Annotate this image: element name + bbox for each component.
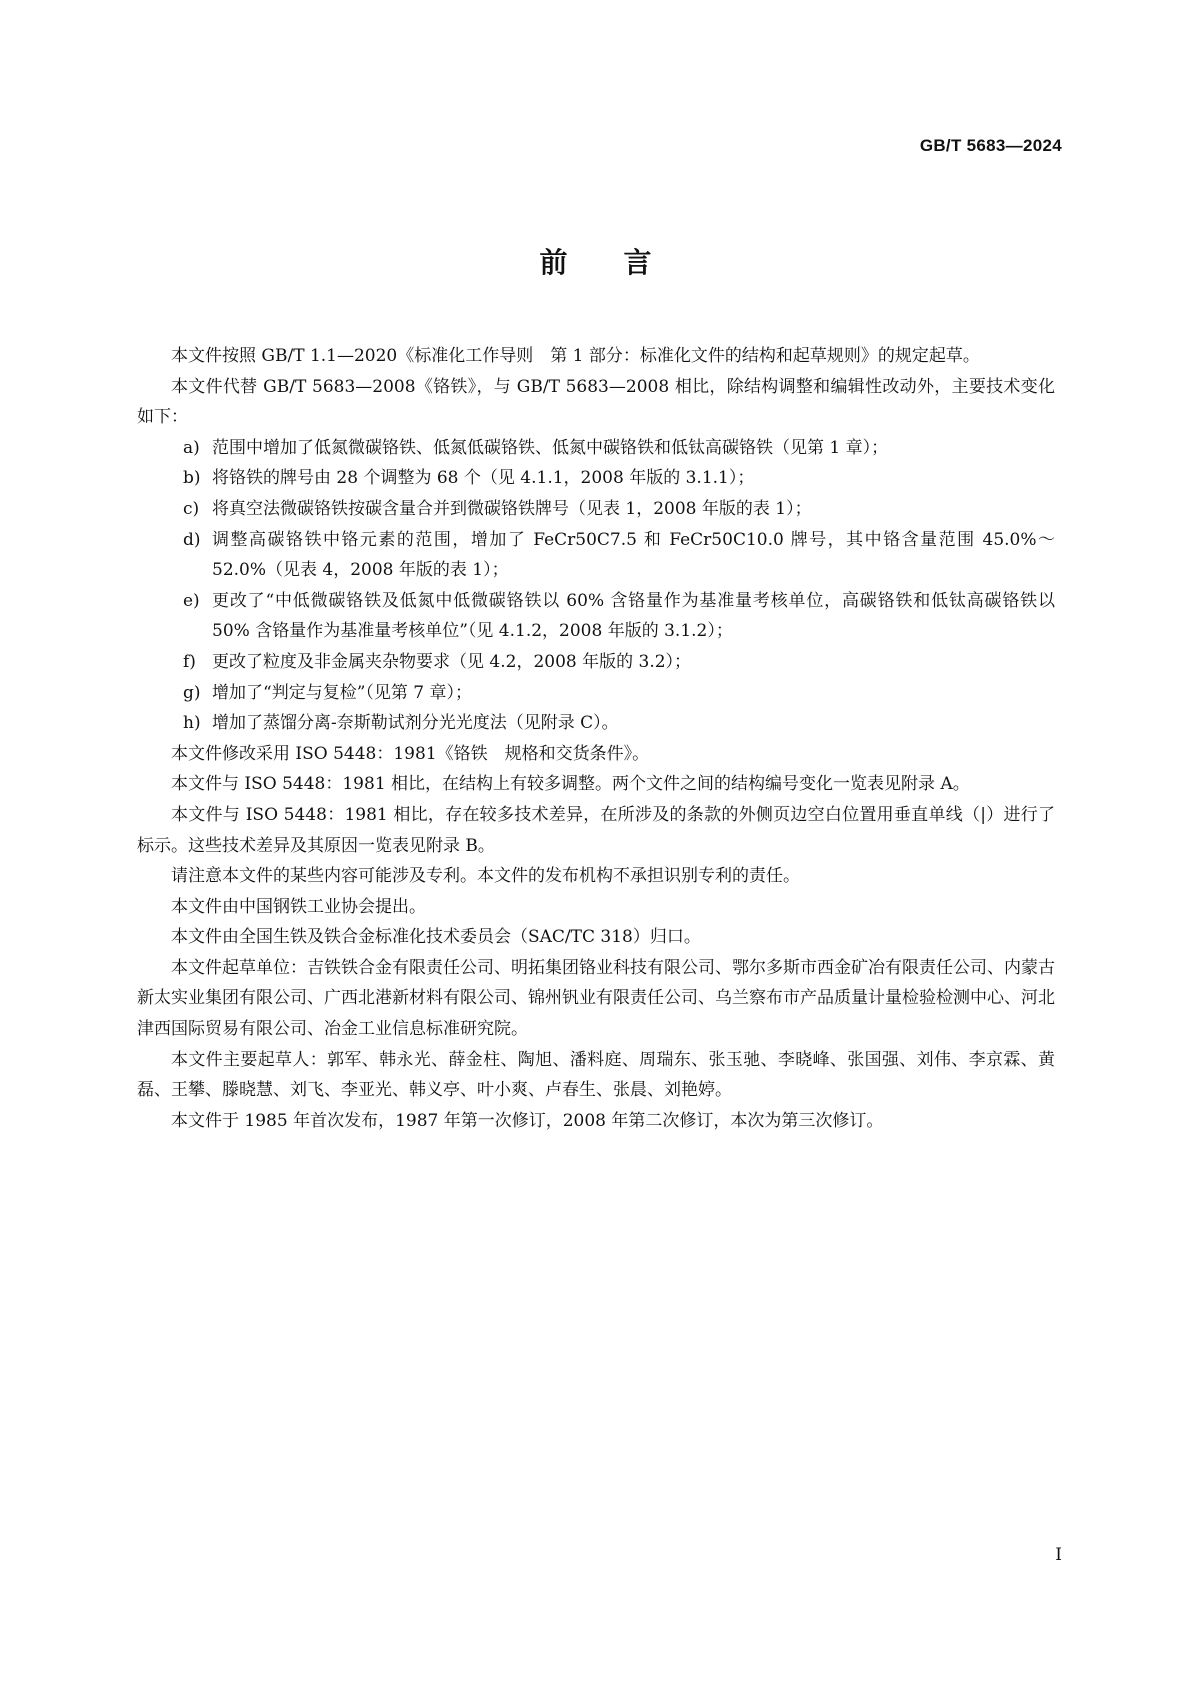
list-item-text: 将铬铁的牌号由 28 个调整为 68 个（见 4.1.1，2008 年版的 3.1.1）；	[212, 468, 755, 489]
change-item-d	[137, 525, 1055, 586]
paragraph-technical-differences: 本文件与 ISO 5448：1981 相比，存在较多技术差异，在所涉及的条款的外侧页边空白位置用垂直单线（|）进行了标示。这些技术差异及其原因一览表见附录 B。	[137, 804, 1055, 856]
list-marker: c)	[183, 498, 200, 519]
list-item-text: 更改了“中低微碳铬铁及低氮中低微碳铬铁以 60% 含铬量作为基准量考核单位，高碳铬铁和低钛高碳铬铁以 50% 含铬量作为基准量考核单位”（见 4.1.2，2008 年版的 3.1.2）；	[212, 590, 1055, 642]
paragraph-under-jurisdiction: 本文件由全国生铁及铁合金标准化技术委员会（SAC/TC 318）归口。	[171, 927, 701, 948]
change-item-a	[137, 433, 1055, 464]
change-item-e	[137, 586, 1055, 647]
list-marker: h)	[183, 713, 201, 734]
paragraph-drafting-basis: 本文件按照 GB/T 1.1—2020《标准化工作导则 第 1 部分：标准化文件的结构和起草规则》的规定起草。	[171, 346, 980, 366]
list-item-text: 将真空法微碳铬铁按碳含量合并到微碳铬铁牌号（见表 1，2008 年版的表 1）；	[212, 498, 812, 519]
change-item-b	[137, 463, 1055, 494]
paragraph-replacement-note: 本文件代替 GB/T 5683—2008《铬铁》，与 GB/T 5683—2008 相比，除结构调整和编辑性改动外，主要技术变化如下：	[137, 376, 1055, 428]
paragraph-revision-history: 本文件于 1985 年首次发布，1987 年第一次修订，2008 年第二次修订，本次为第三次修订。	[171, 1110, 884, 1131]
change-item-f	[137, 647, 1055, 678]
page-title: 前言	[539, 246, 708, 279]
change-item-g	[137, 678, 1055, 709]
list-item-text: 范围中增加了低氮微碳铬铁、低氮低碳铬铁、低氮中碳铬铁和低钛高碳铬铁（见第 1 章）；	[212, 437, 889, 458]
change-item-h	[137, 708, 1055, 739]
list-marker: a)	[183, 437, 200, 458]
change-item-c	[137, 494, 1055, 525]
list-item-text: 增加了“判定与复检”（见第 7 章）；	[212, 682, 473, 703]
paragraph-drafters: 本文件主要起草人：郭军、韩永光、薛金柱、陶旭、潘料庭、周瑞东、张玉驰、李晓峰、张国强、刘伟、李京霖、黄磊、王攀、滕晓慧、刘飞、李亚光、韩义亭、叶小爽、卢春生、张晨、刘艳婷。	[137, 1049, 1055, 1101]
paragraph-patent-notice: 请注意本文件的某些内容可能涉及专利。本文件的发布机构不承担识别专利的责任。	[171, 866, 800, 887]
document-body	[137, 341, 1055, 1136]
page-number: I	[1055, 1545, 1062, 1565]
list-marker: g)	[183, 682, 201, 703]
list-item-text: 增加了蒸馏分离-奈斯勒试剂分光光度法（见附录 C）。	[212, 713, 619, 734]
list-marker: e)	[183, 590, 200, 611]
list-marker: b)	[183, 468, 201, 489]
list-marker: d)	[183, 529, 201, 550]
list-marker: f)	[183, 651, 196, 672]
paragraph-drafting-organizations: 本文件起草单位：吉铁铁合金有限责任公司、明拓集团铬业科技有限公司、鄂尔多斯市西金矿冶有限责任公司、内蒙古新太实业集团有限公司、广西北港新材料有限公司、锦州钒业有限责任公司、乌兰察布市产品质量计量检验检测中心、河北津西国际贸易有限公司、冶金工业信息标准研究院。	[137, 957, 1055, 1040]
paragraph-proposed-by: 本文件由中国钢铁工业协会提出。	[171, 896, 426, 917]
paragraph-structure-differences: 本文件与 ISO 5448：1981 相比，在结构上有较多调整。两个文件之间的结构编号变化一览表见附录 A。	[171, 774, 970, 795]
paragraph-iso-adoption: 本文件修改采用 ISO 5448：1981《铬铁 规格和交货条件》。	[171, 743, 650, 764]
document-code: GB/T 5683—2024	[919, 136, 1062, 155]
list-item-text: 调整高碳铬铁中铬元素的范围，增加了 FeCr50C7.5 和 FeCr50C10.0 牌号，其中铬含量范围 45.0%～52.0%（见表 4，2008 年版的表 1）；	[212, 529, 1055, 581]
list-item-text: 更改了粒度及非金属夹杂物要求（见 4.2，2008 年版的 3.2）；	[212, 651, 692, 672]
